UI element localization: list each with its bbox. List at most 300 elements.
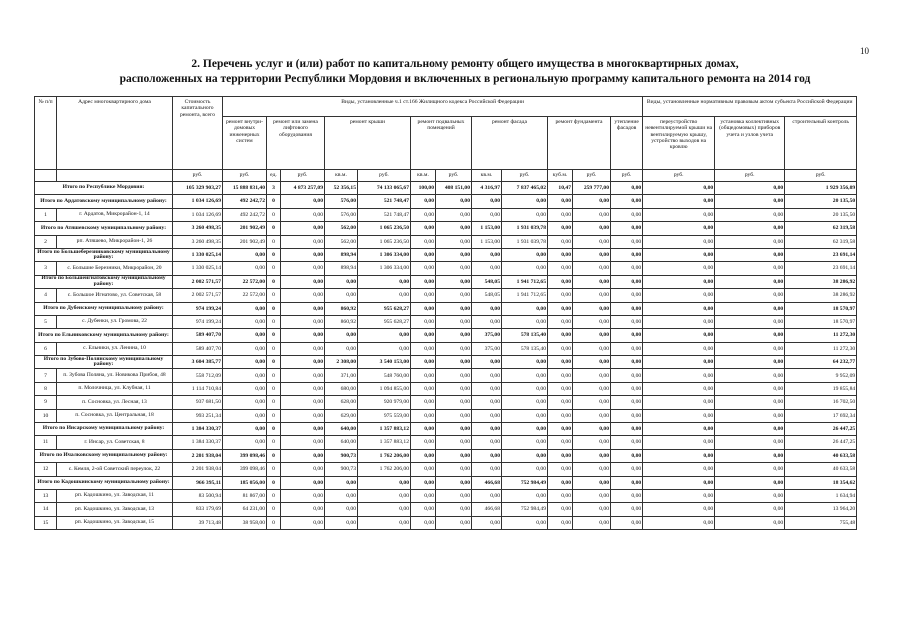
cell-value: 466,68 — [472, 503, 502, 516]
cell-value: 1 357 883,12 — [358, 436, 411, 449]
cell-value: 0,00 — [643, 235, 715, 248]
subtotal-row — [35, 476, 857, 489]
cell-value: 11 272,30 — [785, 329, 857, 342]
cell-value: 0 — [267, 423, 281, 436]
cell-value: 64 231,00 — [223, 503, 267, 516]
cell-value: 0,00 — [325, 503, 358, 516]
subtotal-row — [35, 423, 857, 436]
unit-label: руб. — [173, 170, 223, 182]
subtotal-row — [35, 182, 857, 195]
cell-value: 18 570,97 — [785, 315, 857, 328]
cell-value: 0,00 — [472, 516, 502, 529]
cell-value: 0,00 — [715, 476, 785, 489]
cell-value: 0,00 — [643, 436, 715, 449]
row-number: 4 — [35, 289, 57, 302]
cell-value: 20 135,50 — [785, 195, 857, 208]
cell-value: 0,00 — [611, 503, 643, 516]
cell-value: 0,00 — [573, 289, 611, 302]
cell-value: 0,00 — [715, 342, 785, 355]
cell-value: 0,00 — [502, 262, 548, 275]
cell-value: 898,94 — [325, 262, 358, 275]
cell-value: 0,00 — [573, 342, 611, 355]
cell-value: 0,00 — [411, 382, 436, 395]
cell-value: 0,00 — [573, 222, 611, 235]
cell-value: 23 691,14 — [785, 248, 857, 261]
cell-value: 492 242,72 — [223, 208, 267, 221]
cell-value: 0,00 — [611, 369, 643, 382]
cell-value: 0,00 — [223, 396, 267, 409]
cell-value: 0,00 — [548, 315, 573, 328]
cell-value: 0,00 — [223, 436, 267, 449]
cell-value: 2 201 938,04 — [173, 449, 223, 462]
cell-value: 521 748,47 — [358, 208, 411, 221]
header-foundation: ремонт фундамента — [548, 117, 611, 170]
cell-value: 0,00 — [436, 476, 472, 489]
cell-value: 0,00 — [573, 423, 611, 436]
cell-value: 3 540 153,00 — [358, 356, 411, 369]
cell-value: 0,00 — [436, 262, 472, 275]
cell-value: 0,00 — [436, 222, 472, 235]
cell-value: 0 — [267, 222, 281, 235]
cell-value: 0,00 — [548, 476, 573, 489]
cell-value: 1 330 025,14 — [173, 248, 223, 261]
title-line-1: 2. Перечень услуг и (или) работ по капитальному ремонту общего имущества в многоквартирных домах, — [191, 58, 739, 70]
cell-value: 371,00 — [325, 369, 358, 382]
cell-value: 0,00 — [436, 503, 472, 516]
cell-value: 0,00 — [573, 302, 611, 315]
cell-value: 26 447,25 — [785, 423, 857, 436]
cell-value: 0,00 — [436, 423, 472, 436]
cell-value: 3 260 498,35 — [173, 222, 223, 235]
cell-value: 0,00 — [643, 489, 715, 502]
cell-value: 0,00 — [611, 409, 643, 422]
row-address: п. Сосновка, ул. Лесная, 13 — [57, 396, 173, 409]
cell-value: 1 153,00 — [472, 222, 502, 235]
cell-value: 0,00 — [223, 315, 267, 328]
subtotal-row — [35, 248, 857, 261]
cell-value: 0,00 — [643, 248, 715, 261]
cell-value: 0,00 — [573, 409, 611, 422]
table-body — [35, 182, 857, 530]
cell-value: 0,00 — [643, 423, 715, 436]
cell-value: 0,00 — [611, 516, 643, 529]
cell-value: 955 628,27 — [358, 315, 411, 328]
cell-value: 40 633,58 — [785, 463, 857, 476]
cell-value: 0,00 — [643, 262, 715, 275]
cell-value: 0 — [267, 436, 281, 449]
cell-value: 0,00 — [502, 315, 548, 328]
row-number: 3 — [35, 262, 57, 275]
cell-value: 0,00 — [573, 356, 611, 369]
subtotal-label: Итого по Атяшевскому муниципальному району: — [35, 222, 173, 235]
cell-value: 0,00 — [611, 289, 643, 302]
cell-value: 0,00 — [472, 449, 502, 462]
cell-value: 1 065 236,50 — [358, 222, 411, 235]
unit-label: руб. — [785, 170, 857, 182]
cell-value: 0,00 — [573, 195, 611, 208]
cell-value: 0,00 — [611, 423, 643, 436]
cell-value: 0,00 — [411, 423, 436, 436]
cell-value: 0,00 — [548, 289, 573, 302]
cell-value: 0,00 — [643, 342, 715, 355]
cell-value: 0,00 — [502, 436, 548, 449]
cell-value: 0,00 — [436, 329, 472, 342]
cell-value: 755,48 — [785, 516, 857, 529]
cell-value: 589 407,70 — [173, 329, 223, 342]
cell-value: 0,00 — [502, 489, 548, 502]
row-address: п. Молочница, ул. Клубная, 11 — [57, 382, 173, 395]
subtotal-row — [35, 302, 857, 315]
cell-value: 0,00 — [472, 423, 502, 436]
cell-value: 0,00 — [281, 396, 325, 409]
cell-value: 0,00 — [436, 342, 472, 355]
cell-value: 578 135,40 — [502, 329, 548, 342]
cell-value: 74 133 065,67 — [358, 182, 411, 195]
cell-value: 0,00 — [281, 356, 325, 369]
cell-value: 185 056,00 — [223, 476, 267, 489]
capital-repair-table — [34, 96, 857, 530]
cell-value: 0,00 — [281, 195, 325, 208]
cell-value: 0,00 — [643, 516, 715, 529]
cell-value: 1 094 855,00 — [358, 382, 411, 395]
cell-value: 0,00 — [472, 208, 502, 221]
cell-value: 0,00 — [502, 208, 548, 221]
row-address: с. Кемля, 2-ой Советский переулок, 22 — [57, 463, 173, 476]
cell-value: 0,00 — [643, 289, 715, 302]
cell-value: 0,00 — [573, 516, 611, 529]
table-row — [35, 382, 857, 395]
cell-value: 0,00 — [715, 235, 785, 248]
cell-value: 0,00 — [411, 476, 436, 489]
row-number: 15 — [35, 516, 57, 529]
cell-value: 105 329 903,27 — [173, 182, 223, 195]
cell-value: 0,00 — [472, 409, 502, 422]
header-metering: установка коллективных (общедомовых) приборов учета и узлов учета — [715, 117, 785, 170]
cell-value: 13 964,20 — [785, 503, 857, 516]
cell-value: 259 777,00 — [573, 182, 611, 195]
cell-value: 0,00 — [281, 516, 325, 529]
header-address: Адрес многоквартирного дома — [57, 97, 173, 170]
cell-value: 38 958,00 — [223, 516, 267, 529]
cell-value: 1 941 712,65 — [502, 275, 548, 288]
cell-value: 0,00 — [436, 369, 472, 382]
cell-value: 0,00 — [548, 248, 573, 261]
title-line-2: расположенных на территории Республики Мордовия и включенных в региональную программу капитального ремонта на 2014 год — [119, 73, 811, 85]
cell-value: 1 931 039,78 — [502, 235, 548, 248]
cell-value: 16 702,50 — [785, 396, 857, 409]
cell-value: 0 — [267, 369, 281, 382]
table-row — [35, 342, 857, 355]
cell-value: 0,00 — [548, 222, 573, 235]
cell-value: 0,00 — [548, 516, 573, 529]
cell-value: 0,00 — [611, 222, 643, 235]
cell-value: 0,00 — [643, 315, 715, 328]
header-construction-control: строительный контроль — [785, 117, 857, 170]
cell-value: 0,00 — [643, 208, 715, 221]
cell-value: 0,00 — [411, 489, 436, 502]
unit-label: руб. — [715, 170, 785, 182]
cell-value: 0,00 — [411, 449, 436, 462]
cell-value: 0,00 — [223, 302, 267, 315]
cell-value: 0 — [267, 356, 281, 369]
cell-value: 3 260 498,35 — [173, 235, 223, 248]
cell-value: 0,00 — [643, 356, 715, 369]
cell-value: 0,00 — [611, 235, 643, 248]
table-row — [35, 409, 857, 422]
cell-value: 0,00 — [436, 315, 472, 328]
header-roof-conversion: переустройство невентилируемой крыши на вентилируемую крышу, устройство выходов на кровлю — [643, 117, 715, 170]
cell-value: 562,00 — [325, 222, 358, 235]
cell-value: 39 713,48 — [173, 516, 223, 529]
cell-value: 0,00 — [715, 222, 785, 235]
cell-value: 0,00 — [472, 369, 502, 382]
cell-value: 399 098,46 — [223, 463, 267, 476]
cell-value: 0,00 — [573, 476, 611, 489]
cell-value: 898,94 — [325, 248, 358, 261]
cell-value: 1 357 883,12 — [358, 423, 411, 436]
subtotal-label: Итого по Республике Мордовия: — [35, 182, 173, 195]
cell-value: 1 384 330,37 — [173, 436, 223, 449]
units-spacer — [35, 170, 57, 182]
cell-value: 17 692,34 — [785, 409, 857, 422]
cell-value: 11 272,30 — [785, 342, 857, 355]
cell-value: 0,00 — [502, 369, 548, 382]
row-number: 12 — [35, 463, 57, 476]
cell-value: 1 931 039,78 — [502, 222, 548, 235]
cell-value: 0 — [267, 382, 281, 395]
cell-value: 0,00 — [325, 329, 358, 342]
cell-value: 0,00 — [715, 382, 785, 395]
cell-value: 1 065 236,50 — [358, 235, 411, 248]
subtotal-row — [35, 195, 857, 208]
cell-value: 0,00 — [325, 275, 358, 288]
subtotal-label: Итого по Кадошкинскому муниципальному району: — [35, 476, 173, 489]
cell-value: 0,00 — [281, 329, 325, 342]
cell-value: 0,00 — [358, 476, 411, 489]
cell-value: 0,00 — [281, 476, 325, 489]
cell-value: 0,00 — [223, 356, 267, 369]
cell-value: 0,00 — [436, 195, 472, 208]
cell-value: 0,00 — [281, 423, 325, 436]
cell-value: 937 681,50 — [173, 396, 223, 409]
cell-value: 64 232,77 — [785, 356, 857, 369]
cell-value: 0,00 — [643, 396, 715, 409]
cell-value: 0,00 — [436, 489, 472, 502]
cell-value: 576,00 — [325, 195, 358, 208]
cell-value: 0,00 — [411, 503, 436, 516]
unit-label: руб. — [358, 170, 411, 182]
unit-label: руб. — [281, 170, 325, 182]
cell-value: 1 034 126,69 — [173, 208, 223, 221]
row-address: п. Сосновка, ул. Центральная, 18 — [57, 409, 173, 422]
cell-value: 521 748,47 — [358, 195, 411, 208]
cell-value: 0,00 — [573, 396, 611, 409]
cell-value: 0 — [267, 289, 281, 302]
cell-value: 0 — [267, 463, 281, 476]
cell-value: 974 199,24 — [173, 315, 223, 328]
row-address: с. Дубенки, ул. Громова, 22 — [57, 315, 173, 328]
cell-value: 18 354,62 — [785, 476, 857, 489]
cell-value: 0,00 — [472, 195, 502, 208]
cell-value: 0 — [267, 302, 281, 315]
cell-value: 0,00 — [411, 302, 436, 315]
cell-value: 52 356,15 — [325, 182, 358, 195]
cell-value: 0,00 — [223, 369, 267, 382]
row-address: рп. Кадошкино, ул. Заводская, 15 — [57, 516, 173, 529]
cell-value: 576,00 — [325, 208, 358, 221]
cell-value: 0,00 — [472, 489, 502, 502]
cell-value: 0,00 — [548, 449, 573, 462]
cell-value: 62 319,58 — [785, 235, 857, 248]
cell-value: 0,00 — [611, 208, 643, 221]
cell-value: 0,00 — [611, 248, 643, 261]
cell-value: 0,00 — [573, 449, 611, 462]
cell-value: 0,00 — [281, 463, 325, 476]
header-facade-insulation: утепление фасадов — [611, 117, 643, 170]
cell-value: 1 762 206,00 — [358, 449, 411, 462]
cell-value: 0,00 — [281, 262, 325, 275]
cell-value: 0,00 — [436, 409, 472, 422]
cell-value: 0,00 — [643, 476, 715, 489]
cell-value: 0,00 — [573, 235, 611, 248]
cell-value: 0,00 — [611, 342, 643, 355]
cell-value: 0,00 — [611, 182, 643, 195]
cell-value: 0,00 — [611, 262, 643, 275]
cell-value: 0 — [267, 409, 281, 422]
cell-value: 0,00 — [611, 356, 643, 369]
cell-value: 548,05 — [472, 275, 502, 288]
cell-value: 680,00 — [325, 382, 358, 395]
cell-value: 0 — [267, 248, 281, 261]
cell-value: 0,00 — [502, 356, 548, 369]
row-address: с. Большое Игнатово, ул. Советская, 58 — [57, 289, 173, 302]
cell-value: 0,00 — [548, 503, 573, 516]
cell-value: 0,00 — [358, 489, 411, 502]
row-address: г. Инсар, ул. Советская, 8 — [57, 436, 173, 449]
cell-value: 0,00 — [548, 436, 573, 449]
cell-value: 752 984,49 — [502, 503, 548, 516]
cell-value: 0,00 — [611, 302, 643, 315]
cell-value: 83 500,94 — [173, 489, 223, 502]
cell-value: 548,05 — [472, 289, 502, 302]
cell-value: 562,00 — [325, 235, 358, 248]
subtotal-label: Итого по Ичалковскому муниципальному району: — [35, 449, 173, 462]
row-number: 13 — [35, 489, 57, 502]
cell-value: 0,00 — [611, 436, 643, 449]
row-number: 9 — [35, 396, 57, 409]
cell-value: 640,00 — [325, 423, 358, 436]
cell-value: 629,00 — [325, 409, 358, 422]
cell-value: 1 941 712,65 — [502, 289, 548, 302]
cell-value: 0,00 — [436, 382, 472, 395]
cell-value: 900,73 — [325, 449, 358, 462]
cell-value: 0,00 — [411, 248, 436, 261]
cell-value: 0,00 — [611, 315, 643, 328]
cell-value: 0,00 — [436, 248, 472, 261]
cell-value: 0,00 — [436, 463, 472, 476]
cell-value: 0,00 — [358, 289, 411, 302]
cell-value: 0,00 — [611, 275, 643, 288]
table-row — [35, 369, 857, 382]
cell-value: 0,00 — [643, 503, 715, 516]
cell-value: 0,00 — [573, 262, 611, 275]
subtotal-label: Итого по Зубово-Полянскому муниципальному району: — [35, 356, 173, 369]
header-total-cost: Стоимость капитального ремонта, всего — [173, 97, 223, 170]
cell-value: 0,00 — [573, 208, 611, 221]
cell-value: 0,00 — [573, 382, 611, 395]
cell-value: 0,00 — [715, 503, 785, 516]
cell-value: 0,00 — [715, 463, 785, 476]
row-number: 7 — [35, 369, 57, 382]
cell-value: 3 — [267, 182, 281, 195]
cell-value: 589 407,70 — [173, 342, 223, 355]
cell-value: 0,00 — [715, 409, 785, 422]
cell-value: 0,00 — [223, 382, 267, 395]
cell-value: 0,00 — [548, 235, 573, 248]
cell-value: 0,00 — [502, 302, 548, 315]
cell-value: 1 762 206,00 — [358, 463, 411, 476]
cell-value: 0 — [267, 329, 281, 342]
unit-label: руб. — [502, 170, 548, 182]
cell-value: 100,00 — [411, 182, 436, 195]
cell-value: 0 — [267, 195, 281, 208]
cell-value: 0,00 — [502, 516, 548, 529]
cell-value: 0,00 — [548, 275, 573, 288]
cell-value: 0 — [267, 396, 281, 409]
cell-value: 0,00 — [643, 329, 715, 342]
cell-value: 40 633,58 — [785, 449, 857, 462]
cell-value: 0 — [267, 449, 281, 462]
cell-value: 375,00 — [472, 342, 502, 355]
cell-value: 975 559,00 — [358, 409, 411, 422]
row-address: г. Ардатов, Микрорайон-1, 14 — [57, 208, 173, 221]
header-roof: ремонт крыши — [325, 117, 411, 170]
cell-value: 920 979,00 — [358, 396, 411, 409]
cell-value: 0,00 — [643, 382, 715, 395]
cell-value: 0,00 — [411, 356, 436, 369]
cell-value: 0,00 — [358, 342, 411, 355]
cell-value: 0,00 — [472, 262, 502, 275]
cell-value: 0,00 — [281, 222, 325, 235]
cell-value: 0,00 — [223, 329, 267, 342]
cell-value: 0,00 — [611, 489, 643, 502]
cell-value: 2 308,00 — [325, 356, 358, 369]
cell-value: 0,00 — [223, 423, 267, 436]
table-row — [35, 463, 857, 476]
cell-value: 0,00 — [611, 329, 643, 342]
cell-value: 0,00 — [548, 329, 573, 342]
cell-value: 0,00 — [472, 436, 502, 449]
cell-value: 0,00 — [411, 516, 436, 529]
cell-value: 26 447,25 — [785, 436, 857, 449]
cell-value: 0,00 — [548, 262, 573, 275]
cell-value: 0,00 — [281, 275, 325, 288]
cell-value: 0,00 — [223, 262, 267, 275]
cell-value: 0,00 — [548, 369, 573, 382]
header-basement: ремонт подвальных помещений — [411, 117, 472, 170]
cell-value: 0,00 — [411, 275, 436, 288]
row-number: 1 — [35, 208, 57, 221]
row-address: рп. Атяшево, Микрорайон-1, 26 — [57, 235, 173, 248]
cell-value: 0,00 — [436, 449, 472, 462]
cell-value: 0,00 — [643, 195, 715, 208]
subtotal-row — [35, 449, 857, 462]
cell-value: 0,00 — [573, 248, 611, 261]
cell-value: 0,00 — [715, 449, 785, 462]
cell-value: 0,00 — [411, 369, 436, 382]
row-address: с. Ельники, ул. Ленина, 10 — [57, 342, 173, 355]
cell-value: 0 — [267, 262, 281, 275]
